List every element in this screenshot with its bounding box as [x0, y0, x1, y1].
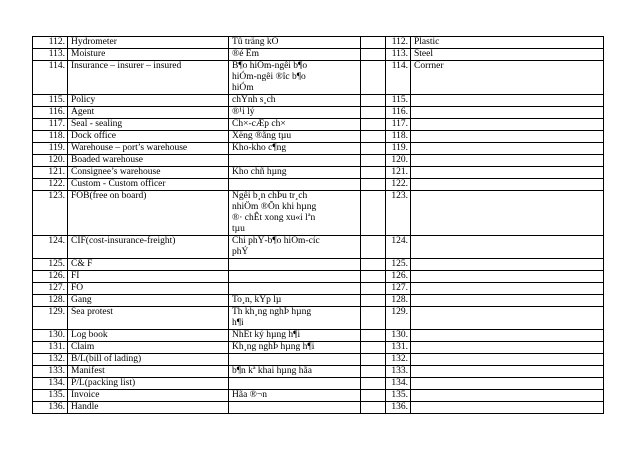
- spacer-cell: [361, 330, 386, 342]
- row-number-cell: 127.: [33, 283, 68, 295]
- table-row: [33, 307, 604, 330]
- english-term-2-cell: [411, 131, 604, 143]
- vietnamese-term-cell: Kho chñ hµng: [229, 167, 361, 179]
- row-number-cell: 121.: [33, 167, 68, 179]
- table-row: [33, 378, 604, 390]
- spacer-cell: [361, 167, 386, 179]
- table-row: [33, 342, 604, 354]
- row-number-cell: 112.: [33, 37, 68, 49]
- vietnamese-term-cell: [229, 402, 361, 414]
- row-number-2-cell: 120.: [386, 155, 411, 167]
- row-number-cell: 131.: [33, 342, 68, 354]
- table-row: [33, 37, 604, 49]
- english-term-cell: Consignee’s warehouse: [68, 167, 229, 179]
- row-number-2-cell: 122.: [386, 179, 411, 191]
- english-term-2-cell: [411, 271, 604, 283]
- table-row: [33, 330, 604, 342]
- english-term-cell: B/L(bill of lading): [68, 354, 229, 366]
- spacer-cell: [361, 236, 386, 259]
- vietnamese-term-cell: ®é Èm: [229, 49, 361, 61]
- english-term-cell: Boaded warehouse: [68, 155, 229, 167]
- row-number-2-cell: 114.: [386, 61, 411, 95]
- vietnamese-term-cell: Chi phÝ-b¶o hiÓm-cíc phÝ: [229, 236, 361, 259]
- row-number-2-cell: 133.: [386, 366, 411, 378]
- row-number-2-cell: 113.: [386, 49, 411, 61]
- table-row: [33, 61, 604, 95]
- vietnamese-term-cell: Ngêi b¸n chÞu tr¸ch nhiÖm ®Õn khi hµng ®· chÊt xong xu«i lªn tµu: [229, 191, 361, 236]
- row-number-2-cell: 121.: [386, 167, 411, 179]
- row-number-2-cell: 136.: [386, 402, 411, 414]
- english-term-cell: P/L(packing list): [68, 378, 229, 390]
- row-number-cell: 133.: [33, 366, 68, 378]
- spacer-cell: [361, 402, 386, 414]
- row-number-2-cell: 123.: [386, 191, 411, 236]
- row-number-2-cell: 132.: [386, 354, 411, 366]
- vietnamese-term-cell: B¶o hiÓm-ngêi b¶o hiÓm-ngêi ®îc b¶o hiÓm: [229, 61, 361, 95]
- english-term-2-cell: [411, 366, 604, 378]
- spacer-cell: [361, 61, 386, 95]
- row-number-cell: 114.: [33, 61, 68, 95]
- table-row: [33, 354, 604, 366]
- table-row: [33, 143, 604, 155]
- spacer-cell: [361, 131, 386, 143]
- spacer-cell: [361, 271, 386, 283]
- glossary-body: [33, 37, 604, 414]
- row-number-cell: 120.: [33, 155, 68, 167]
- spacer-cell: [361, 307, 386, 330]
- spacer-cell: [361, 390, 386, 402]
- vietnamese-term-cell: Xëng ®ãng tµu: [229, 131, 361, 143]
- table-row: [33, 49, 604, 61]
- row-number-cell: 113.: [33, 49, 68, 61]
- row-number-2-cell: 131.: [386, 342, 411, 354]
- english-term-cell: Warehouse – port’s warehouse: [68, 143, 229, 155]
- row-number-2-cell: 126.: [386, 271, 411, 283]
- row-number-cell: 123.: [33, 191, 68, 236]
- english-term-cell: Custom - Custom officer: [68, 179, 229, 191]
- row-number-2-cell: 115.: [386, 95, 411, 107]
- row-number-2-cell: 112.: [386, 37, 411, 49]
- english-term-2-cell: Plastic: [411, 37, 604, 49]
- row-number-2-cell: 116.: [386, 107, 411, 119]
- table-row: [33, 107, 604, 119]
- spacer-cell: [361, 191, 386, 236]
- english-term-cell: Sea protest: [68, 307, 229, 330]
- row-number-cell: 122.: [33, 179, 68, 191]
- vietnamese-term-cell: [229, 155, 361, 167]
- vietnamese-term-cell: Kh¸ng nghÞ hµng h¶i: [229, 342, 361, 354]
- english-term-cell: Handle: [68, 402, 229, 414]
- english-term-cell: Agent: [68, 107, 229, 119]
- table-row: [33, 259, 604, 271]
- row-number-2-cell: 135.: [386, 390, 411, 402]
- row-number-2-cell: 117.: [386, 119, 411, 131]
- english-term-2-cell: [411, 143, 604, 155]
- spacer-cell: [361, 95, 386, 107]
- table-row: [33, 95, 604, 107]
- spacer-cell: [361, 119, 386, 131]
- spacer-cell: [361, 49, 386, 61]
- row-number-2-cell: 128.: [386, 295, 411, 307]
- table-row: [33, 295, 604, 307]
- row-number-2-cell: 130.: [386, 330, 411, 342]
- english-term-cell: CIF(cost-insurance-freight): [68, 236, 229, 259]
- spacer-cell: [361, 378, 386, 390]
- english-term-2-cell: [411, 402, 604, 414]
- vietnamese-term-cell: ®¹i lý: [229, 107, 361, 119]
- table-row: [33, 390, 604, 402]
- spacer-cell: [361, 342, 386, 354]
- row-number-2-cell: 124.: [386, 236, 411, 259]
- row-number-cell: 116.: [33, 107, 68, 119]
- vietnamese-term-cell: Hãa ®¬n: [229, 390, 361, 402]
- english-term-cell: Dock office: [68, 131, 229, 143]
- table-row: [33, 402, 604, 414]
- english-term-2-cell: [411, 107, 604, 119]
- english-term-cell: Gang: [68, 295, 229, 307]
- vietnamese-term-cell: [229, 179, 361, 191]
- vietnamese-term-cell: Kho-kho c¶ng: [229, 143, 361, 155]
- row-number-cell: 124.: [33, 236, 68, 259]
- english-term-cell: Log book: [68, 330, 229, 342]
- english-term-2-cell: [411, 283, 604, 295]
- row-number-cell: 136.: [33, 402, 68, 414]
- table-row: [33, 179, 604, 191]
- row-number-cell: 119.: [33, 143, 68, 155]
- english-term-cell: Insurance – insurer – insured: [68, 61, 229, 95]
- vietnamese-term-cell: NhËt ký hµng h¶i: [229, 330, 361, 342]
- vietnamese-term-cell: Ch×-cÆp ch×: [229, 119, 361, 131]
- spacer-cell: [361, 259, 386, 271]
- glossary-table: [32, 36, 604, 414]
- vietnamese-term-cell: To¸n, kÝp lµ: [229, 295, 361, 307]
- row-number-cell: 132.: [33, 354, 68, 366]
- vietnamese-term-cell: b¶n kª khai hµng hãa: [229, 366, 361, 378]
- english-term-cell: Hydrometer: [68, 37, 229, 49]
- row-number-cell: 125.: [33, 259, 68, 271]
- english-term-2-cell: [411, 354, 604, 366]
- english-term-cell: Seal - sealing: [68, 119, 229, 131]
- english-term-2-cell: [411, 191, 604, 236]
- english-term-2-cell: [411, 95, 604, 107]
- vietnamese-term-cell: [229, 354, 361, 366]
- row-number-cell: 128.: [33, 295, 68, 307]
- table-row: [33, 191, 604, 236]
- vietnamese-term-cell: [229, 259, 361, 271]
- english-term-2-cell: [411, 390, 604, 402]
- row-number-2-cell: 134.: [386, 378, 411, 390]
- spacer-cell: [361, 143, 386, 155]
- english-term-2-cell: [411, 155, 604, 167]
- spacer-cell: [361, 37, 386, 49]
- spacer-cell: [361, 295, 386, 307]
- row-number-cell: 134.: [33, 378, 68, 390]
- english-term-2-cell: [411, 236, 604, 259]
- vietnamese-term-cell: chÝnh s¸ch: [229, 95, 361, 107]
- english-term-2-cell: [411, 167, 604, 179]
- spacer-cell: [361, 354, 386, 366]
- english-term-2-cell: [411, 330, 604, 342]
- english-term-2-cell: [411, 295, 604, 307]
- spacer-cell: [361, 107, 386, 119]
- english-term-cell: C& F: [68, 259, 229, 271]
- english-term-2-cell: [411, 259, 604, 271]
- table-row: [33, 167, 604, 179]
- row-number-cell: 126.: [33, 271, 68, 283]
- table-row: [33, 236, 604, 259]
- table-row: [33, 283, 604, 295]
- english-term-cell: Moisture: [68, 49, 229, 61]
- vietnamese-term-cell: [229, 378, 361, 390]
- english-term-2-cell: [411, 378, 604, 390]
- row-number-2-cell: 119.: [386, 143, 411, 155]
- english-term-cell: FI: [68, 271, 229, 283]
- row-number-cell: 115.: [33, 95, 68, 107]
- table-row: [33, 131, 604, 143]
- english-term-2-cell: [411, 119, 604, 131]
- row-number-cell: 135.: [33, 390, 68, 402]
- english-term-cell: FOB(free on board): [68, 191, 229, 236]
- table-row: [33, 366, 604, 378]
- row-number-cell: 130.: [33, 330, 68, 342]
- row-number-2-cell: 118.: [386, 131, 411, 143]
- english-term-2-cell: Corrner: [411, 61, 604, 95]
- english-term-2-cell: [411, 342, 604, 354]
- english-term-cell: Policy: [68, 95, 229, 107]
- row-number-cell: 118.: [33, 131, 68, 143]
- spacer-cell: [361, 283, 386, 295]
- spacer-cell: [361, 155, 386, 167]
- row-number-cell: 117.: [33, 119, 68, 131]
- vietnamese-term-cell: Th kh¸ng nghÞ hµng h¶i: [229, 307, 361, 330]
- spacer-cell: [361, 179, 386, 191]
- table-row: [33, 271, 604, 283]
- vietnamese-term-cell: Tû träng kÕ: [229, 37, 361, 49]
- english-term-cell: Claim: [68, 342, 229, 354]
- english-term-cell: Invoice: [68, 390, 229, 402]
- row-number-cell: 129.: [33, 307, 68, 330]
- spacer-cell: [361, 366, 386, 378]
- vietnamese-term-cell: [229, 271, 361, 283]
- table-row: [33, 155, 604, 167]
- english-term-cell: FO: [68, 283, 229, 295]
- table-row: [33, 119, 604, 131]
- english-term-2-cell: [411, 307, 604, 330]
- row-number-2-cell: 127.: [386, 283, 411, 295]
- row-number-2-cell: 129.: [386, 307, 411, 330]
- vietnamese-term-cell: [229, 283, 361, 295]
- english-term-2-cell: [411, 179, 604, 191]
- english-term-2-cell: Steel: [411, 49, 604, 61]
- row-number-2-cell: 125.: [386, 259, 411, 271]
- english-term-cell: Manifest: [68, 366, 229, 378]
